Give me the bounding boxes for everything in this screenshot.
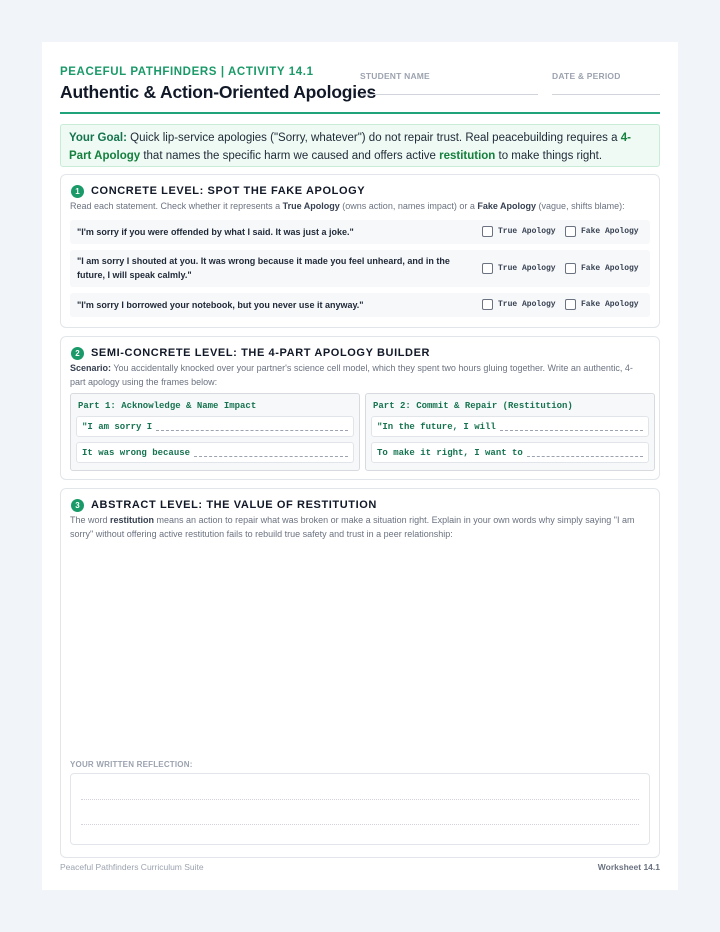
scenario-label: Scenario:: [70, 363, 112, 373]
part-1-card: [70, 393, 360, 471]
section-1-header: [71, 184, 365, 198]
section-2-number: 2: [71, 347, 84, 360]
instr-text-3: (vague, shifts blame):: [536, 201, 625, 211]
blank-line[interactable]: [156, 423, 348, 431]
frame-prompt: To make it right, I want to: [377, 447, 523, 458]
writing-line: [81, 799, 639, 800]
frame-it-was-wrong[interactable]: [76, 442, 354, 463]
statement-row: [70, 293, 650, 317]
frame-prompt: It was wrong because: [82, 447, 191, 458]
goal-text-3: to make things right.: [495, 150, 603, 162]
goal-text-1: Quick lip-service apologies ("Sorry, whatever") do not repair trust. Real peacebuilding requires a: [126, 132, 621, 144]
checkbox[interactable]: [565, 226, 576, 237]
section-3-title: ABSTRACT LEVEL: THE VALUE OF RESTITUTION: [91, 499, 377, 511]
goal-em-restitution: restitution: [439, 150, 496, 162]
activity-kicker: PEACEFUL PATHFINDERS | ACTIVITY 14.1: [60, 66, 314, 78]
fake-apology-option[interactable]: [565, 263, 639, 274]
option-label: Fake Apology: [581, 227, 639, 236]
prompt-text-1: The word: [70, 515, 111, 525]
prompt-text-2: means an action to repair what was broken or make a situation right. Explain in your own words why simply saying "I am sorry" without offering active restitution fails to rebuild true safety and trust in a peer relationship:: [70, 515, 635, 539]
checkbox[interactable]: [482, 226, 493, 237]
frame-prompt: "I am sorry I: [82, 421, 153, 432]
fake-apology-option[interactable]: [565, 299, 639, 310]
statement-text: "I am sorry I shouted at you. It was wrong because it made you feel unheard, and in the future, I will speak calmly.": [77, 256, 450, 280]
option-label: True Apology: [498, 264, 556, 273]
frame-in-the-future[interactable]: [371, 416, 649, 437]
frame-make-it-right[interactable]: [371, 442, 649, 463]
footer-left: Peaceful Pathfinders Curriculum Suite: [60, 862, 204, 872]
worksheet-title: Authentic & Action-Oriented Apologies: [60, 82, 377, 102]
section-3-number: 3: [71, 499, 84, 512]
section-2-title: SEMI-CONCRETE LEVEL: THE 4-PART APOLOGY BUILDER: [91, 347, 431, 359]
worksheet-header: [60, 42, 660, 114]
goal-lead: Your Goal:: [69, 132, 127, 144]
option-label: True Apology: [498, 227, 556, 236]
section-value-of-restitution: [60, 488, 660, 858]
option-label: Fake Apology: [581, 264, 639, 273]
statement-row: [70, 220, 650, 244]
goal-em-4-part: 4-Part Apology: [69, 132, 631, 162]
checkbox[interactable]: [565, 263, 576, 274]
section-3-header: [71, 498, 377, 512]
prompt-restitution: restitution: [110, 515, 155, 525]
true-apology-option[interactable]: [482, 299, 556, 310]
true-apology-option[interactable]: [482, 226, 556, 237]
section-1-instructions: [70, 200, 648, 214]
section-1-title: CONCRETE LEVEL: SPOT THE FAKE APOLOGY: [91, 185, 366, 197]
frame-i-am-sorry[interactable]: [76, 416, 354, 437]
date-period-label: DATE & PERIOD: [552, 71, 621, 81]
blank-line[interactable]: [194, 449, 348, 457]
goal-callout: [60, 124, 660, 167]
footer-right: Worksheet 14.1: [597, 862, 660, 872]
reflection-box[interactable]: [70, 773, 650, 845]
section-apology-builder: [60, 336, 660, 480]
section-3-prompt: [70, 514, 648, 541]
student-name-field[interactable]: [360, 71, 538, 95]
instr-fake-apology: Fake Apology: [477, 201, 537, 211]
true-apology-option[interactable]: [482, 263, 556, 274]
student-name-label: STUDENT NAME: [360, 71, 430, 81]
section-spot-fake-apology: [60, 174, 660, 328]
section-1-number: 1: [71, 185, 84, 198]
goal-text-2: that names the specific harm we caused and offers active: [140, 150, 440, 162]
statement-row: [70, 250, 650, 287]
date-period-field[interactable]: [552, 71, 660, 95]
statement-text: "I'm sorry I borrowed your notebook, but you never use it anyway.": [77, 300, 364, 310]
part-2-title: Part 2: Commit & Repair (Restitution): [373, 401, 573, 411]
section-2-scenario: [70, 362, 648, 389]
blank-line[interactable]: [500, 423, 643, 431]
checkbox[interactable]: [565, 299, 576, 310]
checkbox[interactable]: [482, 299, 493, 310]
frame-prompt: "In the future, I will: [377, 421, 496, 432]
instr-true-apology: True Apology: [282, 201, 340, 211]
instr-text-2: (owns action, names impact) or a: [339, 201, 478, 211]
blank-line[interactable]: [527, 449, 643, 457]
statement-text: "I'm sorry if you were offended by what I said. It was just a joke.": [77, 227, 354, 237]
scenario-text: You accidentally knocked over your partner's science cell model, which they spent two hours gluing together. Write an authentic, 4-part apology using the frames below:: [70, 363, 633, 387]
option-label: True Apology: [498, 300, 556, 309]
reflection-label: YOUR WRITTEN REFLECTION:: [70, 760, 193, 769]
writing-line: [81, 824, 639, 825]
fake-apology-option[interactable]: [565, 226, 639, 237]
instr-text-1: Read each statement. Check whether it represents a: [70, 201, 283, 211]
part-1-title: Part 1: Acknowledge & Name Impact: [78, 401, 257, 411]
option-label: Fake Apology: [581, 300, 639, 309]
checkbox[interactable]: [482, 263, 493, 274]
page-footer: [60, 862, 660, 872]
section-2-header: [71, 346, 430, 360]
part-2-card: [365, 393, 655, 471]
